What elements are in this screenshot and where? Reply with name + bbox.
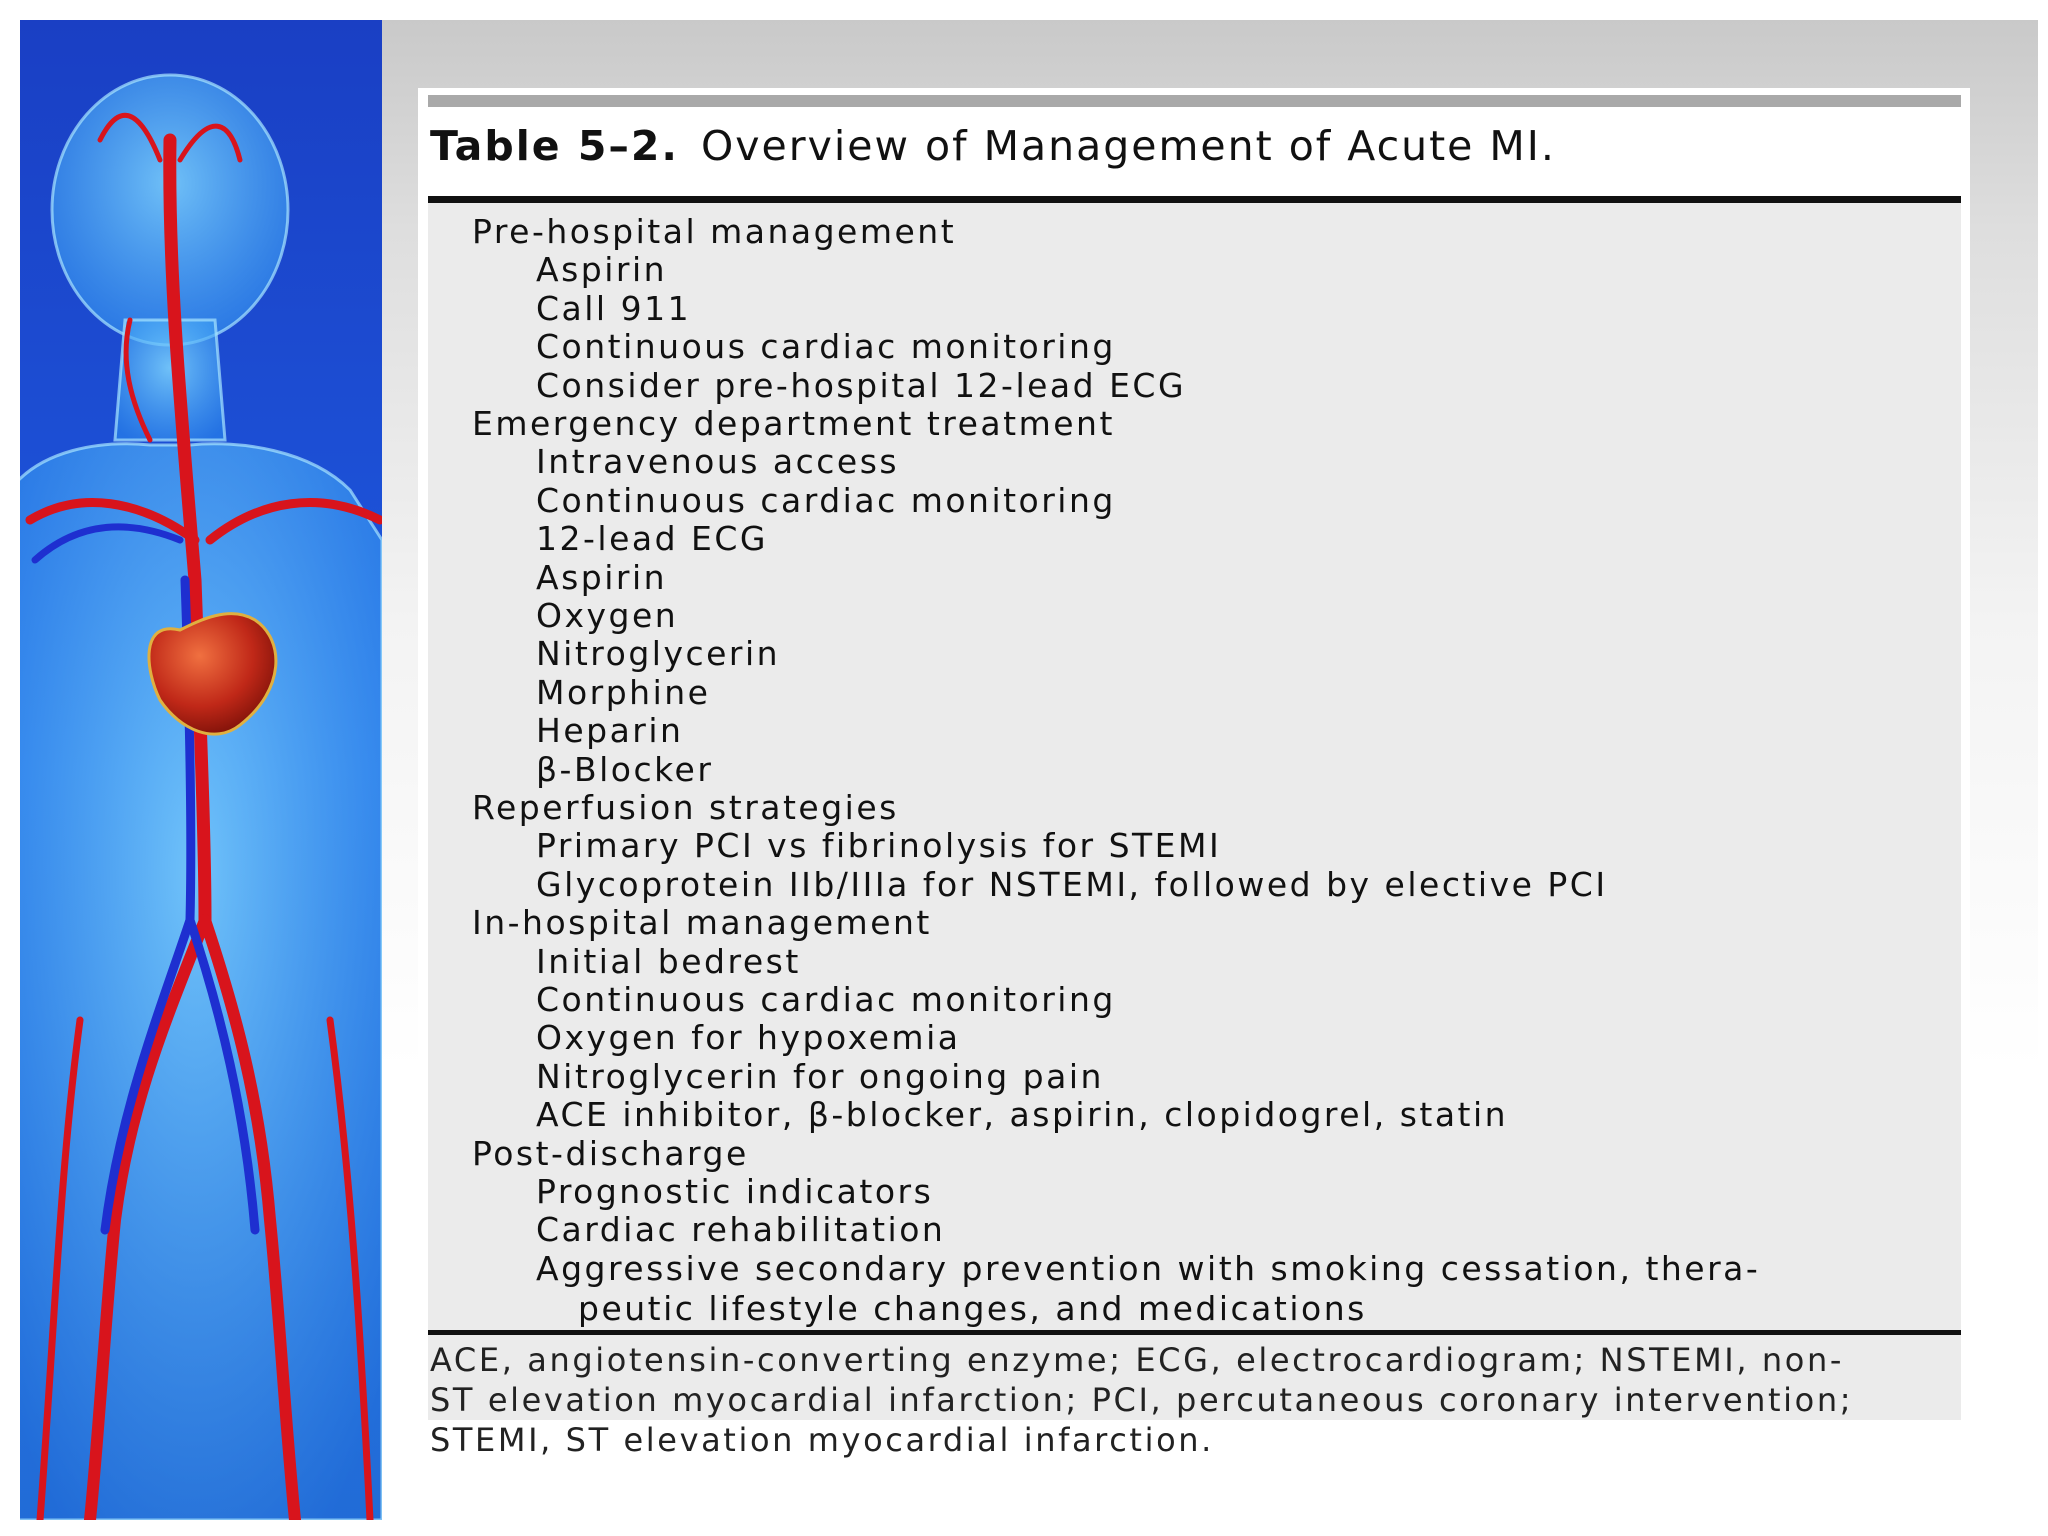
section-heading: In-hospital management [472,903,932,943]
table-body [428,203,1961,1420]
list-item: Oxygen for hypoxemia [536,1018,961,1058]
list-item: ACE inhibitor, β-blocker, aspirin, clopidogrel, statin [536,1095,1509,1135]
list-item: Heparin [536,711,684,751]
list-item: Continuous cardiac monitoring [536,480,1116,520]
list-item: Intravenous access [536,442,900,482]
list-item: peutic lifestyle changes, and medications [578,1289,1367,1329]
footnote-line: ST elevation myocardial infarction; PCI, percutaneous coronary intervention; [430,1381,1854,1419]
list-item: Initial bedrest [536,941,801,981]
list-item: Primary PCI vs fibrinolysis for STEMI [536,826,1222,866]
list-item: Aspirin [536,557,668,597]
list-item: Nitroglycerin [536,634,781,674]
list-item: Glycoprotein IIb/IIIa for NSTEMI, followed by elective PCI [536,864,1608,904]
section-heading: Emergency department treatment [472,404,1115,443]
list-item: Cardiac rehabilitation [536,1210,946,1250]
list-item: Aggressive secondary prevention with smoking cessation, thera- [536,1248,1761,1288]
list-item: Consider pre-hospital 12-lead ECG [536,365,1187,405]
table-bottom-rule [428,1330,1961,1335]
list-item: 12-lead ECG [536,519,768,559]
table-header-rule [428,196,1961,203]
table-footnote [430,1340,1970,1460]
table-card [418,88,1970,1474]
table-title-text: Overview of Management of Acute MI. [700,122,1556,170]
footnote-line: ACE, angiotensin-converting enzyme; ECG, electrocardiogram; NSTEMI, non- [430,1341,1844,1379]
list-item: Prognostic indicators [536,1172,934,1211]
list-item: Call 911 [536,288,692,328]
list-item: Morphine [536,672,711,712]
list-item: β-Blocker [536,749,714,789]
list-item: Continuous cardiac monitoring [536,327,1116,367]
list-item: Nitroglycerin for ongoing pain [536,1056,1104,1096]
table-number: Table 5–2. [430,122,679,170]
circulatory-system-illustration [20,20,382,1520]
table-title [430,122,1556,170]
section-heading: Pre-hospital management [472,212,957,251]
table-top-rule [428,95,1961,107]
section-heading: Post-discharge [472,1133,749,1173]
footnote-line: STEMI, ST elevation myocardial infarction. [430,1421,1214,1459]
list-item: Aspirin [536,250,668,290]
list-item: Oxygen [536,596,679,635]
section-heading: Reperfusion strategies [472,788,899,827]
list-item: Continuous cardiac monitoring [536,980,1116,1019]
